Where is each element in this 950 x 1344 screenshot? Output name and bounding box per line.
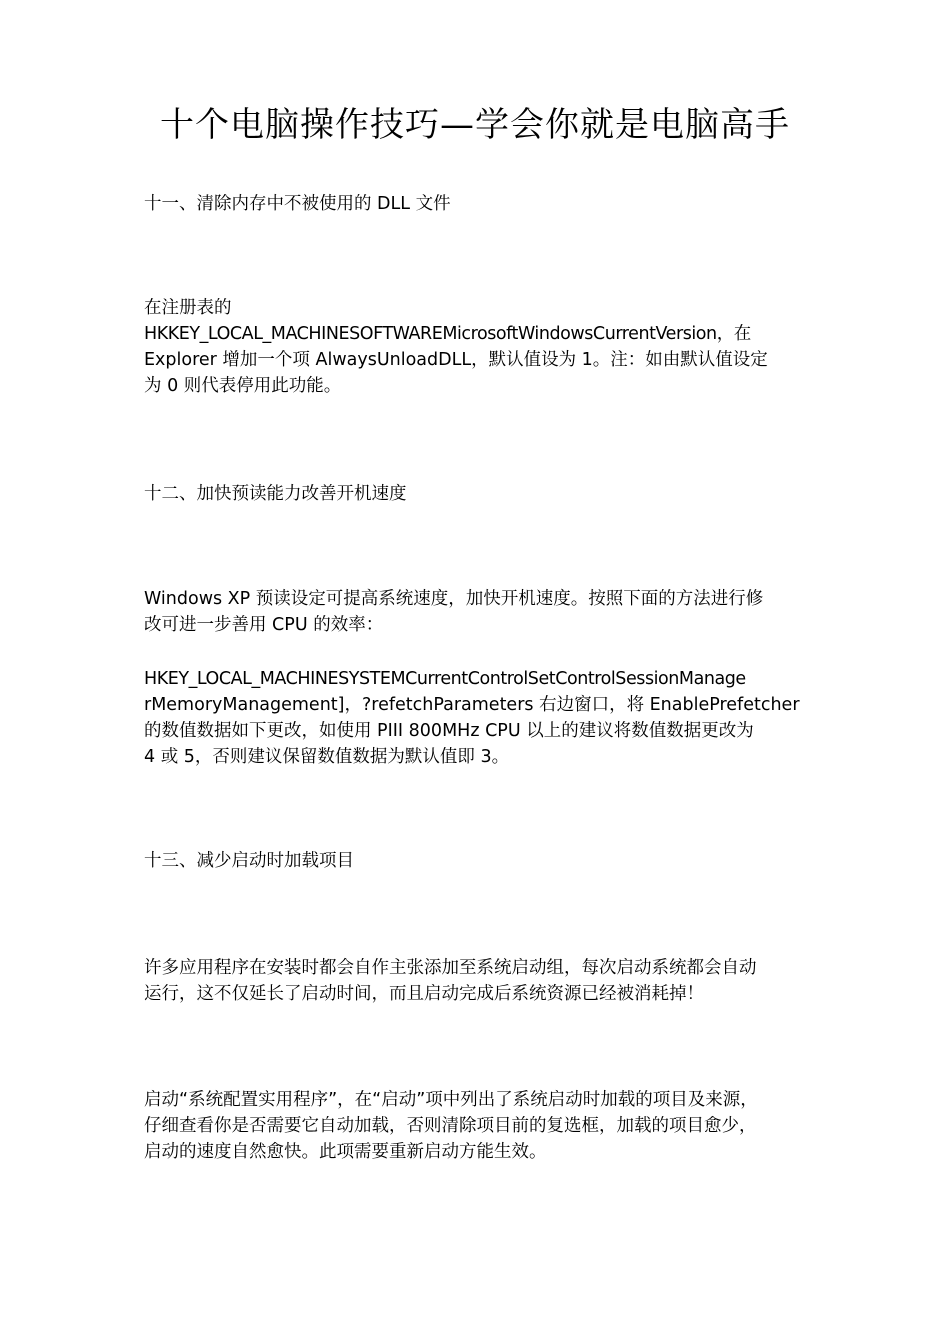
section-13-paragraph-2: [144, 1087, 808, 1165]
paragraph-line: 许多应用程序在安装时都会自作主张添加至系统启动组，每次启动系统都会自动: [144, 958, 757, 978]
document-title: 十个电脑操作技巧—学会你就是电脑高手: [160, 105, 790, 145]
section-11-paragraph: [144, 295, 808, 399]
paragraph-line: 仔细查看你是否需要它自动加载，否则清除项目前的复选框，加载的项目愈少，: [144, 1116, 757, 1136]
paragraph-line: rMemoryManagement]，?refetchParameters 右边窗口，将 EnablePrefetcher: [144, 695, 800, 715]
section-12-paragraph-1: [144, 586, 808, 638]
section-heading-13: [144, 848, 808, 874]
paragraph-line: 在注册表的: [144, 298, 232, 318]
paragraph-line: 4 或 5，否则建议保留数值数据为默认值即 3。: [144, 747, 510, 767]
paragraph-line: 的数值数据如下更改，如使用 PIII 800MHz CPU 以上的建议将数值数据更改为: [144, 721, 754, 741]
section-heading-text: 十三、减少启动时加载项目: [144, 851, 354, 871]
paragraph-line: 启动“系统配置实用程序”，在“启动”项中列出了系统启动时加载的项目及来源，: [144, 1090, 758, 1110]
paragraph-line: 运行，这不仅延长了启动时间，而且启动完成后系统资源已经被消耗掉！: [144, 984, 704, 1004]
section-heading-12: [144, 481, 808, 507]
section-heading-text: 十一、清除内存中不被使用的 DLL 文件: [144, 194, 451, 214]
paragraph-line: HKEY_LOCAL_MACHINESYSTEMCurrentControlSetControlSessionManage: [144, 669, 746, 689]
paragraph-line: Windows XP 预读设定可提高系统速度，加快开机速度。按照下面的方法进行修: [144, 589, 764, 609]
paragraph-line: Explorer 增加一个项 AlwaysUnloadDLL，默认值设为 1。注：如由默认值设定: [144, 350, 768, 370]
paragraph-line: 改可进一步善用 CPU 的效率：: [144, 615, 384, 635]
section-heading-text: 十二、加快预读能力改善开机速度: [144, 484, 407, 504]
paragraph-line: HKKEY_LOCAL_MACHINESOFTWAREMicrosoftWindowsCurrentVersion，在: [144, 324, 751, 344]
section-13-paragraph-1: [144, 955, 808, 1007]
paragraph-line: 启动的速度自然愈快。此项需要重新启动方能生效。: [144, 1142, 547, 1162]
paragraph-line: 为 0 则代表停用此功能。: [144, 376, 342, 396]
section-12-paragraph-2: [144, 666, 808, 770]
section-heading-11: [144, 191, 808, 217]
